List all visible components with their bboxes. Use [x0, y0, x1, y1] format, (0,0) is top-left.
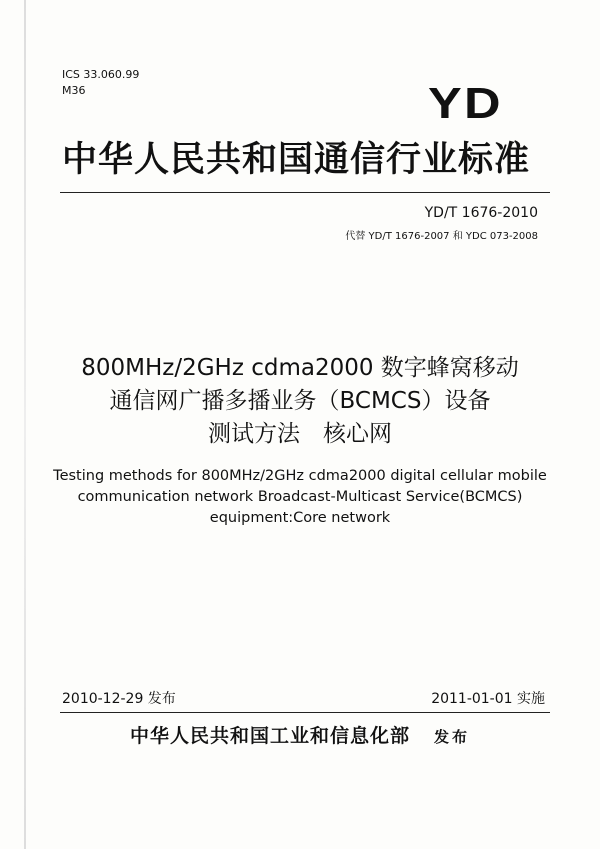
- chinese-title: [0, 352, 600, 451]
- english-title: [0, 466, 600, 529]
- chinese-title-line: 测试方法 核心网: [208, 421, 392, 447]
- ics-code: ICS 33.060.99: [62, 68, 140, 81]
- replaces-note: 代替 YD/T 1676-2007 和 YDC 073-2008: [345, 231, 538, 242]
- chinese-title-line: 800MHz/2GHz cdma2000 数字蜂窝移动: [81, 355, 519, 381]
- footer-divider: [60, 712, 550, 713]
- implementation-date: 2011-01-01 实施: [431, 691, 545, 707]
- publisher-ministry: 中华人民共和国工业和信息化部: [130, 725, 411, 747]
- standard-number: YD/T 1676-2010: [424, 205, 538, 221]
- english-title-line: equipment:Core network: [209, 510, 391, 526]
- english-title-line: Testing methods for 800MHz/2GHz cdma2000 digital cellular mobile: [53, 468, 547, 484]
- header-divider: [60, 192, 550, 193]
- yd-logo: YD: [428, 79, 503, 128]
- english-title-line: communication network Broadcast-Multicast Service(BCMCS): [77, 489, 523, 505]
- publish-label: 发布: [434, 728, 471, 746]
- industry-standard-title: 中华人民共和国通信行业标准: [62, 140, 531, 180]
- ccs-code: M36: [62, 84, 86, 97]
- chinese-title-line: 通信网广播多播业务（BCMCS）设备: [109, 388, 491, 414]
- issue-date: 2010-12-29 发布: [62, 691, 176, 707]
